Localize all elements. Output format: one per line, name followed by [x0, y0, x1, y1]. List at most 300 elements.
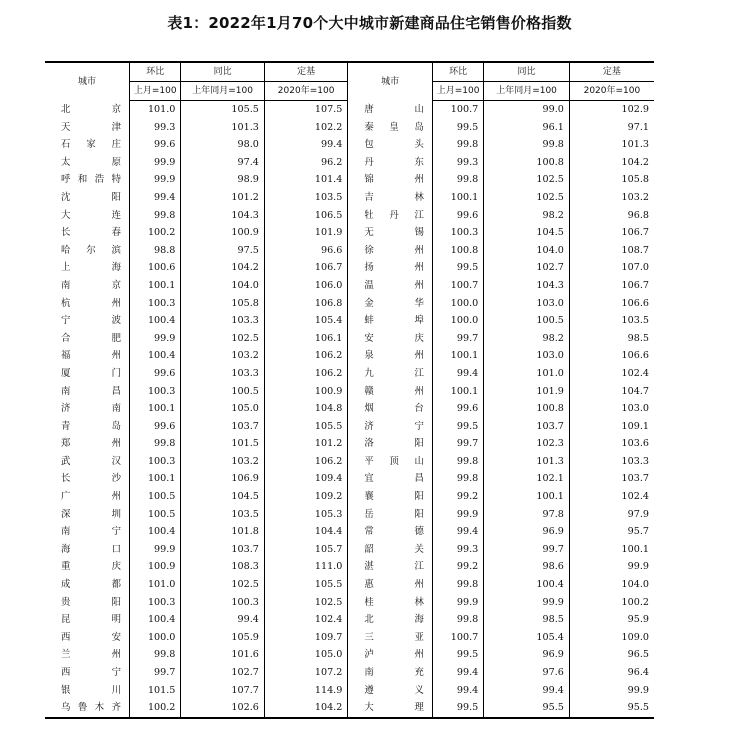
table-row [45, 418, 654, 436]
base-index: 103.6 [569, 435, 654, 453]
yoy-index: 96.9 [484, 646, 570, 664]
yoy-index: 101.3 [484, 453, 570, 471]
mom-index: 99.6 [130, 418, 181, 436]
base-index: 99.9 [569, 558, 654, 576]
city-name: 贵阳 [61, 596, 122, 608]
base-index: 102.4 [569, 488, 654, 506]
mom-index: 99.8 [432, 470, 483, 488]
base-index: 106.8 [264, 295, 347, 313]
base-index: 96.6 [264, 242, 347, 260]
table-row [45, 558, 654, 576]
mom-index: 99.9 [130, 330, 181, 348]
city-name: 上海 [61, 262, 122, 274]
mom-index: 101.0 [130, 576, 181, 594]
city-name: 桂林 [348, 594, 433, 612]
yoy-index: 98.2 [484, 207, 570, 225]
base-index: 111.0 [264, 558, 347, 576]
table-row [45, 611, 654, 629]
yoy-index: 103.7 [181, 541, 264, 559]
yoy-index: 108.3 [181, 558, 264, 576]
city-name: 锦州 [348, 171, 433, 189]
mom-index: 99.6 [130, 365, 181, 383]
city-name: 济南 [61, 403, 122, 415]
yoy-index: 100.9 [181, 224, 264, 242]
mom-index: 100.3 [130, 383, 181, 401]
table-row [45, 646, 654, 664]
base-index: 114.9 [264, 682, 347, 700]
base-index: 102.9 [569, 101, 654, 119]
base-index: 100.1 [569, 541, 654, 559]
city-name: 福州 [61, 350, 122, 362]
city-name: 北海 [348, 611, 433, 629]
header-city: 城市 [348, 62, 433, 101]
mom-index: 100.0 [432, 312, 483, 330]
mom-index: 99.3 [432, 154, 483, 172]
city-name: 温州 [348, 277, 433, 295]
yoy-index: 99.0 [484, 101, 570, 119]
table-row [45, 189, 654, 207]
city-name: 包头 [348, 136, 433, 154]
yoy-index: 103.7 [181, 418, 264, 436]
yoy-index: 103.3 [181, 312, 264, 330]
city-name: 常德 [348, 523, 433, 541]
table-row [45, 224, 654, 242]
table-row [45, 435, 654, 453]
header-yoy: 同比 [484, 62, 570, 82]
city-name: 吉林 [348, 189, 433, 207]
mom-index: 99.7 [432, 435, 483, 453]
city-name: 长春 [61, 227, 122, 239]
city-name: 昆明 [61, 614, 122, 626]
table-row [45, 629, 654, 647]
city-name: 西宁 [61, 667, 122, 678]
mom-index: 99.8 [432, 576, 483, 594]
yoy-index: 102.5 [484, 189, 570, 207]
city-name: 长沙 [61, 473, 122, 485]
mom-index: 100.4 [130, 312, 181, 330]
mom-index: 99.9 [130, 541, 181, 559]
city-name: 杭州 [61, 297, 122, 309]
yoy-index: 100.1 [484, 488, 570, 506]
mom-index: 99.5 [432, 259, 483, 277]
table-row [45, 470, 654, 488]
table-row [45, 488, 654, 506]
yoy-index: 101.9 [484, 383, 570, 401]
header-mom: 环比 [130, 62, 181, 82]
yoy-index: 103.5 [181, 506, 264, 524]
yoy-index: 102.5 [181, 330, 264, 348]
base-index: 106.2 [264, 365, 347, 383]
city-name: 兰州 [61, 649, 122, 661]
base-index: 105.8 [569, 171, 654, 189]
city-name: 赣州 [348, 383, 433, 401]
yoy-index: 105.5 [181, 101, 264, 119]
yoy-index: 101.2 [181, 189, 264, 207]
mom-index: 99.5 [432, 119, 483, 137]
city-name: 南昌 [61, 385, 122, 397]
base-index: 106.2 [264, 453, 347, 471]
city-name: 岳阳 [348, 506, 433, 524]
mom-index: 100.1 [130, 470, 181, 488]
city-name: 惠州 [348, 576, 433, 594]
yoy-index: 98.5 [484, 611, 570, 629]
yoy-index: 102.7 [484, 259, 570, 277]
mom-index: 100.4 [130, 347, 181, 365]
mom-index: 99.5 [432, 646, 483, 664]
base-index: 107.0 [569, 259, 654, 277]
city-name: 宜昌 [348, 470, 433, 488]
city-name: 扬州 [348, 259, 433, 277]
yoy-index: 99.7 [484, 541, 570, 559]
base-index: 102.4 [569, 365, 654, 383]
city-name: 烟台 [348, 400, 433, 418]
base-index: 101.3 [569, 136, 654, 154]
table-row [45, 295, 654, 313]
yoy-index: 102.3 [484, 435, 570, 453]
city-name: 安庆 [348, 330, 433, 348]
city-name: 青岛 [61, 420, 122, 432]
table-title: 表1：2022年1月70个大中城市新建商品住宅销售价格指数 [167, 14, 572, 32]
city-name: 蚌埠 [348, 312, 433, 330]
city-name: 银川 [61, 684, 122, 696]
table-row [45, 523, 654, 541]
mom-index: 99.4 [432, 365, 483, 383]
city-name: 重庆 [61, 561, 122, 573]
yoy-index: 99.8 [484, 136, 570, 154]
base-index: 104.2 [264, 699, 347, 718]
yoy-index: 101.8 [181, 523, 264, 541]
base-index: 98.5 [569, 330, 654, 348]
subheader-mom: 上月=100 [130, 82, 181, 101]
city-name: 金华 [348, 295, 433, 313]
table-row [45, 383, 654, 401]
yoy-index: 99.4 [484, 682, 570, 700]
table-row [45, 400, 654, 418]
mom-index: 99.8 [130, 207, 181, 225]
mom-index: 100.3 [130, 295, 181, 313]
city-name: 韶关 [348, 541, 433, 559]
table-row [45, 207, 654, 225]
yoy-index: 100.8 [484, 400, 570, 418]
base-index: 109.4 [264, 470, 347, 488]
yoy-index: 101.3 [181, 119, 264, 137]
city-name: 遵义 [348, 682, 433, 700]
table-row [45, 576, 654, 594]
yoy-index: 98.9 [181, 171, 264, 189]
base-index: 107.2 [264, 664, 347, 682]
city-name: 武汉 [61, 455, 122, 467]
mom-index: 100.3 [130, 453, 181, 471]
city-name: 徐州 [348, 242, 433, 260]
mom-index: 100.6 [130, 259, 181, 277]
yoy-index: 107.7 [181, 682, 264, 700]
table-row [45, 119, 654, 137]
mom-index: 100.3 [432, 224, 483, 242]
mom-index: 99.3 [130, 119, 181, 137]
city-name: 厦门 [61, 367, 122, 379]
city-name: 南京 [61, 279, 122, 291]
yoy-index: 97.8 [484, 506, 570, 524]
yoy-index: 102.6 [181, 699, 264, 718]
subheader-yoy: 上年同月=100 [484, 82, 570, 101]
base-index: 109.1 [569, 418, 654, 436]
mom-index: 98.8 [130, 242, 181, 260]
mom-index: 100.5 [130, 488, 181, 506]
yoy-index: 104.3 [484, 277, 570, 295]
base-index: 103.2 [569, 189, 654, 207]
base-index: 105.5 [264, 576, 347, 594]
base-index: 101.2 [264, 435, 347, 453]
base-index: 106.6 [569, 295, 654, 313]
header-city: 城市 [45, 62, 130, 101]
base-index: 103.5 [264, 189, 347, 207]
yoy-index: 103.0 [484, 295, 570, 313]
city-name: 哈尔滨 [61, 244, 122, 256]
mom-index: 100.1 [432, 383, 483, 401]
yoy-index: 100.4 [484, 576, 570, 594]
yoy-index: 105.0 [181, 400, 264, 418]
base-index: 106.7 [264, 259, 347, 277]
table-row [45, 506, 654, 524]
city-name: 大理 [348, 699, 433, 718]
city-name: 南宁 [61, 526, 122, 538]
mom-index: 100.2 [130, 699, 181, 718]
mom-index: 99.8 [432, 136, 483, 154]
city-name: 乌鲁木齐 [45, 699, 130, 718]
mom-index: 99.7 [130, 664, 181, 682]
mom-index: 100.8 [432, 242, 483, 260]
yoy-index: 104.5 [181, 488, 264, 506]
city-name: 平顶山 [348, 453, 433, 471]
mom-index: 99.2 [432, 488, 483, 506]
city-name: 牡丹江 [348, 207, 433, 225]
yoy-index: 103.2 [181, 347, 264, 365]
base-index: 101.4 [264, 171, 347, 189]
mom-index: 100.7 [432, 629, 483, 647]
base-index: 109.2 [264, 488, 347, 506]
base-index: 106.0 [264, 277, 347, 295]
mom-index: 100.7 [432, 277, 483, 295]
table-row [45, 594, 654, 612]
mom-index: 101.0 [130, 101, 181, 119]
city-name: 无锡 [348, 224, 433, 242]
mom-index: 99.9 [130, 154, 181, 172]
yoy-index: 102.5 [181, 576, 264, 594]
base-index: 104.2 [569, 154, 654, 172]
base-index: 103.0 [569, 400, 654, 418]
table-row [45, 330, 654, 348]
mom-index: 100.4 [130, 611, 181, 629]
table-row [45, 101, 654, 119]
yoy-index: 102.7 [181, 664, 264, 682]
yoy-index: 106.9 [181, 470, 264, 488]
header-mom: 环比 [432, 62, 483, 82]
city-name: 唐山 [348, 101, 433, 119]
base-index: 109.0 [569, 629, 654, 647]
mom-index: 100.9 [130, 558, 181, 576]
city-name: 呼和浩特 [61, 174, 122, 186]
table-row [45, 365, 654, 383]
yoy-index: 105.8 [181, 295, 264, 313]
yoy-index: 105.4 [484, 629, 570, 647]
base-index: 108.7 [569, 242, 654, 260]
city-name: 大连 [61, 209, 122, 221]
city-name: 天津 [61, 121, 122, 133]
yoy-index: 101.0 [484, 365, 570, 383]
city-name: 南充 [348, 664, 433, 682]
yoy-index: 103.7 [484, 418, 570, 436]
base-index: 104.0 [569, 576, 654, 594]
yoy-index: 102.5 [484, 171, 570, 189]
table-row [45, 682, 654, 700]
header-row [45, 62, 654, 82]
table-row [45, 453, 654, 471]
mom-index: 100.0 [130, 629, 181, 647]
base-index: 103.7 [569, 470, 654, 488]
mom-index: 99.4 [432, 664, 483, 682]
header-base: 定基 [264, 62, 347, 82]
mom-index: 99.4 [432, 682, 483, 700]
yoy-index: 96.9 [484, 523, 570, 541]
yoy-index: 99.4 [181, 611, 264, 629]
table-row [45, 136, 654, 154]
mom-index: 100.3 [130, 594, 181, 612]
base-index: 102.5 [264, 594, 347, 612]
city-name: 济宁 [348, 418, 433, 436]
city-name: 秦皇岛 [348, 119, 433, 137]
base-index: 97.9 [569, 506, 654, 524]
yoy-index: 105.9 [181, 629, 264, 647]
city-name: 泉州 [348, 347, 433, 365]
base-index: 100.9 [264, 383, 347, 401]
table-row [45, 277, 654, 295]
city-name: 广州 [61, 491, 122, 503]
mom-index: 100.1 [130, 400, 181, 418]
base-index: 95.5 [569, 699, 654, 718]
mom-index: 99.4 [432, 523, 483, 541]
base-index: 99.4 [264, 136, 347, 154]
base-index: 104.4 [264, 523, 347, 541]
base-index: 100.2 [569, 594, 654, 612]
yoy-index: 104.0 [181, 277, 264, 295]
base-index: 96.2 [264, 154, 347, 172]
base-index: 107.5 [264, 101, 347, 119]
mom-index: 99.4 [130, 189, 181, 207]
city-name: 湛江 [348, 558, 433, 576]
yoy-index: 104.0 [484, 242, 570, 260]
base-index: 103.3 [569, 453, 654, 471]
mom-index: 100.7 [432, 101, 483, 119]
city-name: 泸州 [348, 646, 433, 664]
yoy-index: 100.3 [181, 594, 264, 612]
table-row [45, 312, 654, 330]
table-row [45, 259, 654, 277]
city-name: 丹东 [348, 154, 433, 172]
city-name: 九江 [348, 365, 433, 383]
yoy-index: 104.3 [181, 207, 264, 225]
subheader-base: 2020年=100 [264, 82, 347, 101]
yoy-index: 101.5 [181, 435, 264, 453]
base-index: 96.4 [569, 664, 654, 682]
mom-index: 99.6 [432, 400, 483, 418]
base-index: 101.9 [264, 224, 347, 242]
base-index: 106.2 [264, 347, 347, 365]
base-index: 95.7 [569, 523, 654, 541]
subheader-base: 2020年=100 [569, 82, 654, 101]
mom-index: 99.3 [432, 541, 483, 559]
base-index: 106.7 [569, 224, 654, 242]
yoy-index: 100.5 [181, 383, 264, 401]
city-name: 洛阳 [348, 435, 433, 453]
base-index: 109.7 [264, 629, 347, 647]
yoy-index: 100.8 [484, 154, 570, 172]
subheader-yoy: 上年同月=100 [181, 82, 264, 101]
city-name: 深圳 [61, 508, 122, 520]
base-index: 106.1 [264, 330, 347, 348]
base-index: 102.2 [264, 119, 347, 137]
city-name: 太原 [61, 156, 122, 168]
city-name: 石家庄 [61, 139, 122, 151]
mom-index: 99.8 [130, 646, 181, 664]
city-name: 合肥 [61, 332, 122, 344]
yoy-index: 104.2 [181, 259, 264, 277]
base-index: 102.4 [264, 611, 347, 629]
base-index: 104.7 [569, 383, 654, 401]
mom-index: 100.4 [130, 523, 181, 541]
mom-index: 99.6 [130, 136, 181, 154]
base-index: 103.5 [569, 312, 654, 330]
yoy-index: 100.5 [484, 312, 570, 330]
base-index: 106.5 [264, 207, 347, 225]
city-name: 北京 [61, 103, 122, 115]
mom-index: 99.6 [432, 207, 483, 225]
table-body [45, 62, 654, 718]
price-index-table [45, 61, 654, 719]
yoy-index: 103.3 [181, 365, 264, 383]
mom-index: 100.1 [432, 347, 483, 365]
city-name: 襄阳 [348, 488, 433, 506]
table-row [45, 154, 654, 172]
base-index: 105.7 [264, 541, 347, 559]
yoy-index: 97.4 [181, 154, 264, 172]
base-index: 97.1 [569, 119, 654, 137]
table-row [45, 242, 654, 260]
mom-index: 99.8 [432, 171, 483, 189]
yoy-index: 99.9 [484, 594, 570, 612]
city-name: 海口 [61, 543, 122, 555]
mom-index: 100.1 [432, 189, 483, 207]
mom-index: 99.5 [432, 699, 483, 718]
base-index: 99.9 [569, 682, 654, 700]
city-name: 沈阳 [61, 191, 122, 203]
base-index: 105.0 [264, 646, 347, 664]
mom-index: 99.5 [432, 418, 483, 436]
base-index: 105.4 [264, 312, 347, 330]
yoy-index: 98.0 [181, 136, 264, 154]
mom-index: 99.7 [432, 330, 483, 348]
city-name: 宁波 [61, 315, 122, 327]
yoy-index: 98.2 [484, 330, 570, 348]
header-yoy: 同比 [181, 62, 264, 82]
city-name: 三亚 [348, 629, 433, 647]
yoy-index: 96.1 [484, 119, 570, 137]
table-row [45, 699, 654, 718]
mom-index: 99.8 [432, 453, 483, 471]
base-index: 104.8 [264, 400, 347, 418]
mom-index: 100.2 [130, 224, 181, 242]
city-name: 西安 [61, 631, 122, 643]
base-index: 106.7 [569, 277, 654, 295]
